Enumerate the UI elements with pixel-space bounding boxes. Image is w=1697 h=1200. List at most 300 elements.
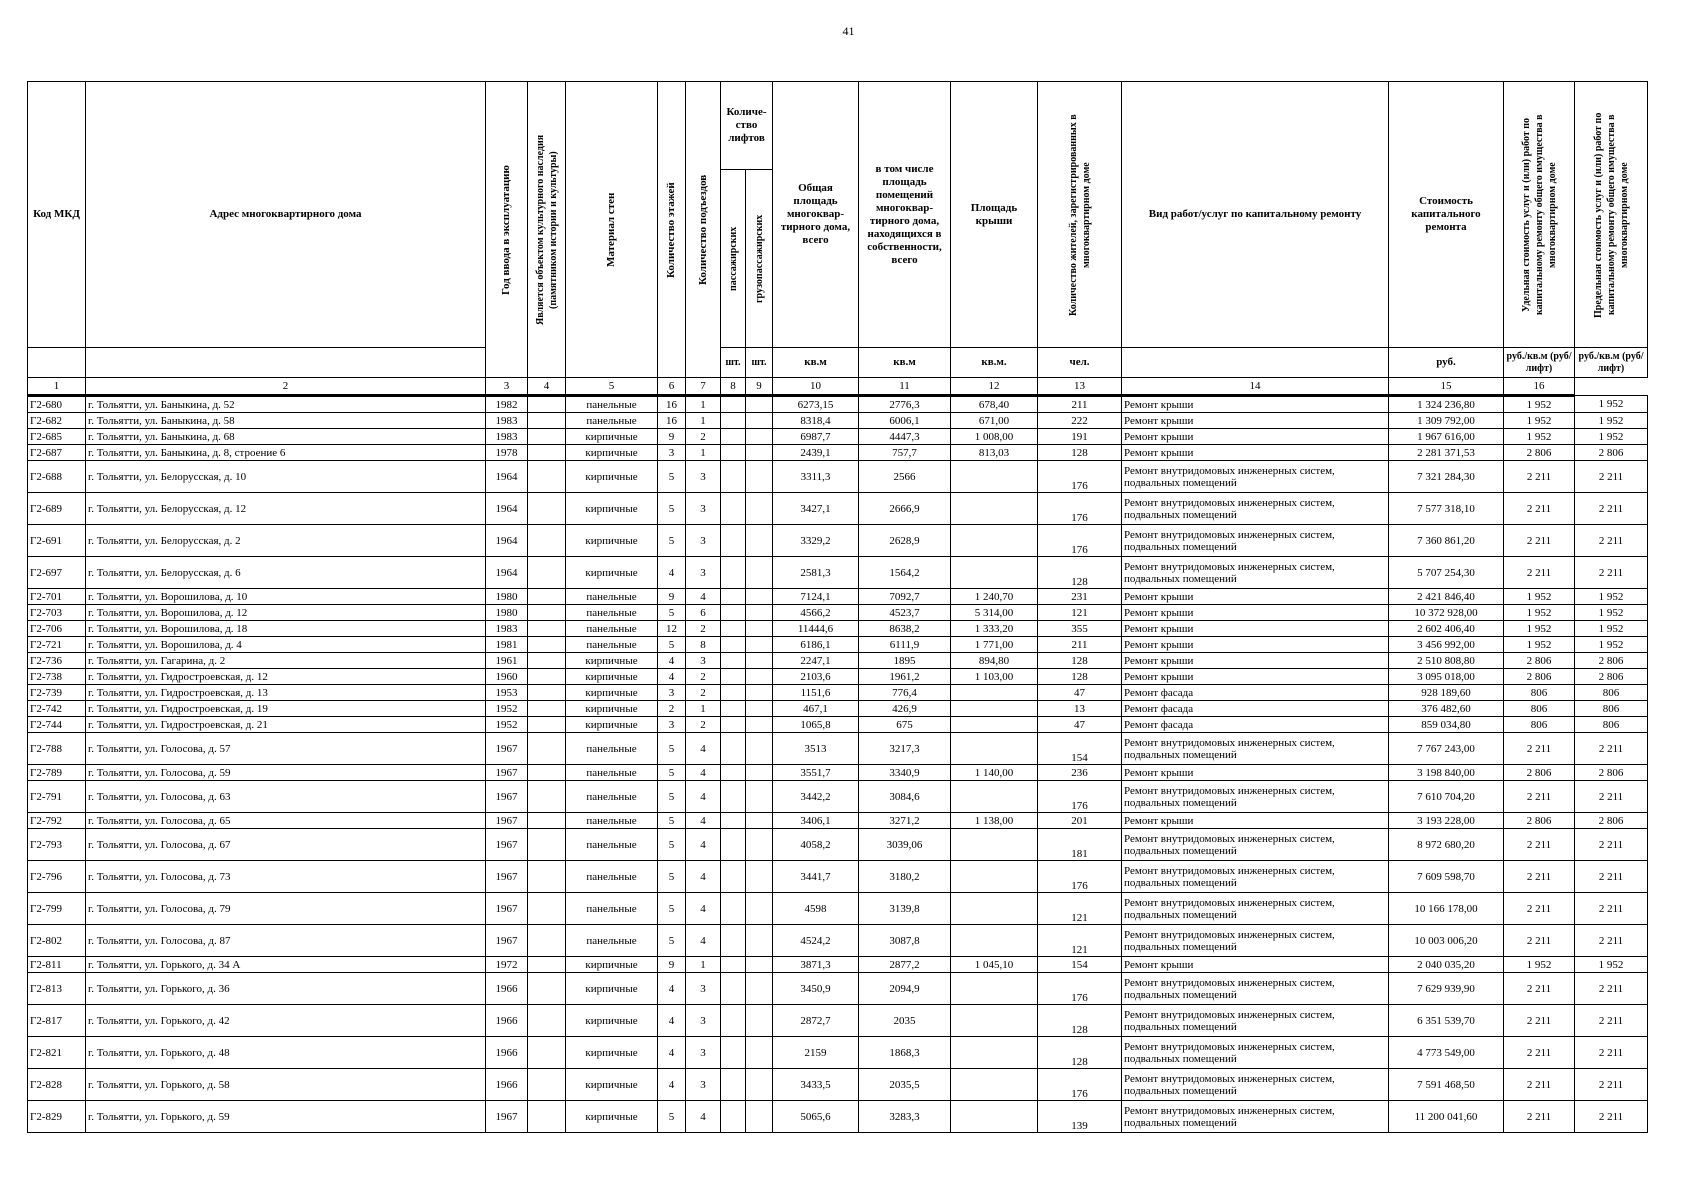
cell-wall: панельные	[566, 396, 658, 413]
header-lifts-cargo: грузопассажирских	[746, 170, 773, 348]
cell-floors: 5	[658, 893, 686, 925]
cell-year: 1967	[486, 781, 528, 813]
cell-unit-cost: 1 952	[1504, 429, 1575, 445]
cell-cost: 8 972 680,20	[1389, 829, 1504, 861]
cell-work-type: Ремонт крыши	[1122, 621, 1389, 637]
cell-total-area: 467,1	[773, 701, 859, 717]
table-row	[28, 781, 1648, 813]
cell-heritage	[528, 701, 566, 717]
cell-residents: 121	[1038, 605, 1122, 621]
col-num-16: 16	[1504, 378, 1575, 396]
cell-lifts-cargo	[746, 396, 773, 413]
cell-owned-area: 2566	[859, 461, 951, 493]
cell-wall: панельные	[566, 893, 658, 925]
cell-max-cost: 806	[1575, 685, 1648, 701]
table-row	[28, 1069, 1648, 1101]
cell-year: 1961	[486, 653, 528, 669]
cell-total-area: 4058,2	[773, 829, 859, 861]
cell-roof-area	[951, 701, 1038, 717]
cell-work-type: Ремонт крыши	[1122, 589, 1389, 605]
cell-heritage	[528, 717, 566, 733]
cell-owned-area: 2628,9	[859, 525, 951, 557]
cell-unit-cost: 806	[1504, 701, 1575, 717]
table-row	[28, 861, 1648, 893]
cell-lifts-cargo	[746, 493, 773, 525]
page-number: 41	[842, 24, 855, 38]
cell-lifts-passenger	[721, 973, 746, 1005]
header-unit-blank-1	[28, 348, 86, 378]
table-row	[28, 1005, 1648, 1037]
cell-year: 1972	[486, 957, 528, 973]
cell-lifts-passenger	[721, 893, 746, 925]
cell-lifts-cargo	[746, 733, 773, 765]
cell-lifts-passenger	[721, 957, 746, 973]
cell-lifts-passenger	[721, 461, 746, 493]
cell-year: 1967	[486, 829, 528, 861]
cell-lifts-passenger	[721, 669, 746, 685]
cell-lifts-cargo	[746, 829, 773, 861]
cell-entrances: 1	[686, 957, 721, 973]
cell-heritage	[528, 861, 566, 893]
cell-total-area: 3329,2	[773, 525, 859, 557]
cell-total-area: 3311,3	[773, 461, 859, 493]
cell-code: Г2-811	[28, 957, 86, 973]
cell-cost: 7 321 284,30	[1389, 461, 1504, 493]
cell-year: 1983	[486, 413, 528, 429]
header-owned-area: в том числе площадь помещений многоквар-тирного дома, находящихся в собственности, всего	[859, 82, 951, 348]
col-num-10: 10	[773, 378, 859, 396]
cell-unit-cost: 1 952	[1504, 621, 1575, 637]
cell-lifts-passenger	[721, 525, 746, 557]
table-row	[28, 733, 1648, 765]
cell-address: г. Тольятти, ул. Белорусская, д. 10	[86, 461, 486, 493]
cell-owned-area: 2776,3	[859, 396, 951, 413]
cell-owned-area: 3139,8	[859, 893, 951, 925]
cell-lifts-cargo	[746, 925, 773, 957]
cell-address: г. Тольятти, ул. Баныкина, д. 68	[86, 429, 486, 445]
cell-cost: 1 324 236,80	[1389, 396, 1504, 413]
cell-work-type: Ремонт внутридомовых инженерных систем, подвальных помещений	[1122, 973, 1389, 1005]
cell-floors: 16	[658, 396, 686, 413]
cell-total-area: 3513	[773, 733, 859, 765]
cell-address: г. Тольятти, ул. Голосова, д. 67	[86, 829, 486, 861]
cell-entrances: 1	[686, 701, 721, 717]
cell-heritage	[528, 973, 566, 1005]
cell-total-area: 3433,5	[773, 1069, 859, 1101]
cell-heritage	[528, 669, 566, 685]
cell-work-type: Ремонт крыши	[1122, 396, 1389, 413]
cell-lifts-passenger	[721, 861, 746, 893]
cell-year: 1980	[486, 605, 528, 621]
cell-owned-area: 4447,3	[859, 429, 951, 445]
cell-lifts-cargo	[746, 957, 773, 973]
cell-entrances: 3	[686, 461, 721, 493]
cell-cost: 3 095 018,00	[1389, 669, 1504, 685]
cell-address: г. Тольятти, ул. Белорусская, д. 12	[86, 493, 486, 525]
cell-wall: кирпичные	[566, 701, 658, 717]
cell-roof-area	[951, 861, 1038, 893]
cell-unit-cost: 2 806	[1504, 669, 1575, 685]
header-wall: Материал стен	[566, 82, 658, 378]
col-num-15: 15	[1389, 378, 1504, 396]
cell-lifts-cargo	[746, 893, 773, 925]
cell-address: г. Тольятти, ул. Баныкина, д. 8, строение 6	[86, 445, 486, 461]
col-num-13: 13	[1038, 378, 1122, 396]
cell-max-cost: 806	[1575, 701, 1648, 717]
cell-code: Г2-706	[28, 621, 86, 637]
cell-cost: 859 034,80	[1389, 717, 1504, 733]
cell-cost: 3 456 992,00	[1389, 637, 1504, 653]
cell-owned-area: 1868,3	[859, 1037, 951, 1069]
cell-code: Г2-789	[28, 765, 86, 781]
cell-entrances: 4	[686, 813, 721, 829]
header-code: Код МКД	[28, 82, 86, 348]
cell-wall: кирпичные	[566, 1037, 658, 1069]
cell-address: г. Тольятти, ул. Голосова, д. 73	[86, 861, 486, 893]
cell-total-area: 2247,1	[773, 653, 859, 669]
header-max-cost: Предельная стоимость услуг и (или) работ по капитальному ремонту общего имущества в многоквартирном доме	[1575, 82, 1648, 348]
col-num-5: 5	[566, 378, 658, 396]
cell-cost: 7 591 468,50	[1389, 1069, 1504, 1101]
cell-address: г. Тольятти, ул. Голосова, д. 57	[86, 733, 486, 765]
cell-lifts-cargo	[746, 525, 773, 557]
cell-work-type: Ремонт внутридомовых инженерных систем, подвальных помещений	[1122, 925, 1389, 957]
cell-max-cost: 2 211	[1575, 493, 1648, 525]
cell-unit-cost: 1 952	[1504, 413, 1575, 429]
cell-work-type: Ремонт фасада	[1122, 717, 1389, 733]
cell-heritage	[528, 429, 566, 445]
cell-residents: 128	[1038, 669, 1122, 685]
table-row	[28, 589, 1648, 605]
cell-year: 1964	[486, 461, 528, 493]
cell-year: 1952	[486, 701, 528, 717]
cell-residents: 176	[1038, 525, 1122, 557]
header-residents: Количество жителей, зарегистрированных в многоквартирном доме	[1038, 82, 1122, 348]
cell-floors: 16	[658, 413, 686, 429]
cell-cost: 1 309 792,00	[1389, 413, 1504, 429]
cell-heritage	[528, 1069, 566, 1101]
cell-wall: панельные	[566, 925, 658, 957]
cell-owned-area: 776,4	[859, 685, 951, 701]
cell-heritage	[528, 525, 566, 557]
cell-wall: кирпичные	[566, 685, 658, 701]
cell-owned-area: 757,7	[859, 445, 951, 461]
cell-owned-area: 3180,2	[859, 861, 951, 893]
cell-year: 1967	[486, 861, 528, 893]
cell-year: 1967	[486, 733, 528, 765]
cell-floors: 5	[658, 525, 686, 557]
cell-max-cost: 2 211	[1575, 1037, 1648, 1069]
cell-roof-area	[951, 685, 1038, 701]
cell-year: 1967	[486, 893, 528, 925]
cell-entrances: 4	[686, 925, 721, 957]
cell-floors: 9	[658, 429, 686, 445]
cell-unit-cost: 2 211	[1504, 893, 1575, 925]
cell-heritage	[528, 957, 566, 973]
header-unit-cost: Удельная стоимость услуг и (или) работ по капитальному ремонту общего имущества в многоквартирном доме	[1504, 82, 1575, 348]
cell-heritage	[528, 829, 566, 861]
cell-work-type: Ремонт внутридомовых инженерных систем, подвальных помещений	[1122, 1005, 1389, 1037]
cell-entrances: 2	[686, 717, 721, 733]
cell-year: 1960	[486, 669, 528, 685]
col-num-4: 4	[528, 378, 566, 396]
cell-lifts-cargo	[746, 461, 773, 493]
cell-floors: 4	[658, 669, 686, 685]
cell-floors: 5	[658, 781, 686, 813]
cell-unit-cost: 806	[1504, 717, 1575, 733]
header-work-type: Вид работ/услуг по капитальному ремонту	[1122, 82, 1389, 348]
cell-owned-area: 7092,7	[859, 589, 951, 605]
cell-work-type: Ремонт внутридомовых инженерных систем, подвальных помещений	[1122, 893, 1389, 925]
cell-address: г. Тольятти, ул. Голосова, д. 65	[86, 813, 486, 829]
table-row	[28, 925, 1648, 957]
cell-residents: 176	[1038, 1069, 1122, 1101]
cell-entrances: 3	[686, 557, 721, 589]
cell-roof-area	[951, 973, 1038, 1005]
cell-cost: 928 189,60	[1389, 685, 1504, 701]
cell-unit-cost: 1 952	[1504, 589, 1575, 605]
cell-cost: 5 707 254,30	[1389, 557, 1504, 589]
cell-year: 1952	[486, 717, 528, 733]
cell-work-type: Ремонт внутридомовых инженерных систем, подвальных помещений	[1122, 1101, 1389, 1133]
cell-code: Г2-829	[28, 1101, 86, 1133]
cell-wall: панельные	[566, 829, 658, 861]
cell-unit-cost: 2 211	[1504, 733, 1575, 765]
cell-wall: панельные	[566, 733, 658, 765]
cell-total-area: 3442,2	[773, 781, 859, 813]
cell-total-area: 4598	[773, 893, 859, 925]
cell-wall: кирпичные	[566, 1069, 658, 1101]
cell-lifts-passenger	[721, 557, 746, 589]
cell-residents: 13	[1038, 701, 1122, 717]
cell-owned-area: 8638,2	[859, 621, 951, 637]
cell-entrances: 2	[686, 685, 721, 701]
cell-entrances: 1	[686, 445, 721, 461]
col-num-14: 14	[1122, 378, 1389, 396]
cell-residents: 128	[1038, 653, 1122, 669]
cell-work-type: Ремонт внутридомовых инженерных систем, подвальных помещений	[1122, 733, 1389, 765]
cell-cost: 2 510 808,80	[1389, 653, 1504, 669]
unit-rub: руб.	[1389, 348, 1504, 378]
col-num-12: 12	[951, 378, 1038, 396]
cell-lifts-passenger	[721, 829, 746, 861]
cell-total-area: 4524,2	[773, 925, 859, 957]
cell-wall: кирпичные	[566, 493, 658, 525]
cell-code: Г2-742	[28, 701, 86, 717]
cell-owned-area: 3084,6	[859, 781, 951, 813]
cell-heritage	[528, 685, 566, 701]
cell-roof-area: 813,03	[951, 445, 1038, 461]
cell-lifts-cargo	[746, 781, 773, 813]
cell-year: 1967	[486, 925, 528, 957]
cell-wall: панельные	[566, 765, 658, 781]
cell-address: г. Тольятти, ул. Ворошилова, д. 4	[86, 637, 486, 653]
cell-residents: 154	[1038, 733, 1122, 765]
cell-max-cost: 2 211	[1575, 829, 1648, 861]
header-entrances: Количество подъездов	[686, 82, 721, 378]
cell-floors: 12	[658, 621, 686, 637]
cell-total-area: 3427,1	[773, 493, 859, 525]
cell-unit-cost: 2 211	[1504, 1005, 1575, 1037]
cell-floors: 5	[658, 925, 686, 957]
cell-max-cost: 1 952	[1575, 637, 1648, 653]
cell-heritage	[528, 589, 566, 605]
unit-rub-sqm-2: руб./кв.м (руб/лифт)	[1575, 348, 1648, 378]
cell-year: 1967	[486, 765, 528, 781]
cell-unit-cost: 1 952	[1504, 396, 1575, 413]
cell-max-cost: 2 806	[1575, 765, 1648, 781]
cell-floors: 5	[658, 1101, 686, 1133]
cell-owned-area: 2877,2	[859, 957, 951, 973]
cell-wall: панельные	[566, 621, 658, 637]
cell-total-area: 5065,6	[773, 1101, 859, 1133]
cell-lifts-cargo	[746, 861, 773, 893]
cell-address: г. Тольятти, ул. Голосова, д. 59	[86, 765, 486, 781]
cell-heritage	[528, 605, 566, 621]
unit-people: чел.	[1038, 348, 1122, 378]
cell-lifts-cargo	[746, 813, 773, 829]
cell-owned-area: 3217,3	[859, 733, 951, 765]
cell-owned-area: 2035	[859, 1005, 951, 1037]
cell-owned-area: 3283,3	[859, 1101, 951, 1133]
cell-floors: 5	[658, 461, 686, 493]
cell-floors: 4	[658, 557, 686, 589]
cell-total-area: 2872,7	[773, 1005, 859, 1037]
cell-roof-area	[951, 1005, 1038, 1037]
table-row	[28, 429, 1648, 445]
cell-total-area: 7124,1	[773, 589, 859, 605]
cell-residents: 139	[1038, 1101, 1122, 1133]
cell-entrances: 4	[686, 781, 721, 813]
cell-cost: 2 040 035,20	[1389, 957, 1504, 973]
cell-max-cost: 1 952	[1575, 429, 1648, 445]
cell-cost: 7 629 939,90	[1389, 973, 1504, 1005]
table-row	[28, 461, 1648, 493]
cell-work-type: Ремонт внутридомовых инженерных систем, подвальных помещений	[1122, 1069, 1389, 1101]
cell-code: Г2-791	[28, 781, 86, 813]
cell-floors: 2	[658, 701, 686, 717]
cell-residents: 128	[1038, 445, 1122, 461]
cell-floors: 5	[658, 765, 686, 781]
cell-max-cost: 2 211	[1575, 1005, 1648, 1037]
cell-roof-area: 1 240,70	[951, 589, 1038, 605]
cell-lifts-passenger	[721, 717, 746, 733]
cell-unit-cost: 2 211	[1504, 781, 1575, 813]
cell-max-cost: 1 952	[1575, 621, 1648, 637]
cell-roof-area: 894,80	[951, 653, 1038, 669]
cell-unit-cost: 2 211	[1504, 493, 1575, 525]
cell-wall: кирпичные	[566, 557, 658, 589]
cell-owned-area: 1895	[859, 653, 951, 669]
cell-year: 1966	[486, 973, 528, 1005]
cell-floors: 4	[658, 653, 686, 669]
cell-code: Г2-799	[28, 893, 86, 925]
cell-lifts-passenger	[721, 685, 746, 701]
cell-owned-area: 4523,7	[859, 605, 951, 621]
cell-address: г. Тольятти, ул. Горького, д. 42	[86, 1005, 486, 1037]
cell-lifts-cargo	[746, 1101, 773, 1133]
cell-roof-area	[951, 557, 1038, 589]
cell-residents: 121	[1038, 893, 1122, 925]
cell-roof-area: 678,40	[951, 396, 1038, 413]
cell-max-cost: 1 952	[1575, 589, 1648, 605]
table-row	[28, 413, 1648, 429]
cell-lifts-cargo	[746, 973, 773, 1005]
cell-heritage	[528, 781, 566, 813]
cell-address: г. Тольятти, ул. Гидростроевская, д. 19	[86, 701, 486, 717]
table-row	[28, 396, 1648, 413]
cell-lifts-passenger	[721, 733, 746, 765]
cell-heritage	[528, 637, 566, 653]
cell-year: 1983	[486, 429, 528, 445]
cell-entrances: 6	[686, 605, 721, 621]
cell-code: Г2-828	[28, 1069, 86, 1101]
cell-address: г. Тольятти, ул. Гидростроевская, д. 12	[86, 669, 486, 685]
cell-address: г. Тольятти, ул. Голосова, д. 87	[86, 925, 486, 957]
cell-max-cost: 2 211	[1575, 973, 1648, 1005]
table-body	[28, 396, 1648, 1133]
col-num-7: 7	[686, 378, 721, 396]
cell-entrances: 3	[686, 653, 721, 669]
cell-code: Г2-744	[28, 717, 86, 733]
unit-area-1: кв.м	[773, 348, 859, 378]
cell-lifts-cargo	[746, 669, 773, 685]
cell-heritage	[528, 557, 566, 589]
cell-entrances: 3	[686, 493, 721, 525]
cell-owned-area: 2035,5	[859, 1069, 951, 1101]
cell-total-area: 1151,6	[773, 685, 859, 701]
cell-code: Г2-821	[28, 1037, 86, 1069]
cell-lifts-passenger	[721, 493, 746, 525]
cell-wall: кирпичные	[566, 461, 658, 493]
cell-lifts-passenger	[721, 1037, 746, 1069]
cell-cost: 10 166 178,00	[1389, 893, 1504, 925]
cell-work-type: Ремонт внутридомовых инженерных систем, подвальных помещений	[1122, 861, 1389, 893]
cell-lifts-cargo	[746, 685, 773, 701]
cell-total-area: 3551,7	[773, 765, 859, 781]
cell-lifts-cargo	[746, 429, 773, 445]
table-row	[28, 637, 1648, 653]
cell-unit-cost: 806	[1504, 685, 1575, 701]
cell-year: 1966	[486, 1037, 528, 1069]
cell-wall: кирпичные	[566, 669, 658, 685]
cell-cost: 11 200 041,60	[1389, 1101, 1504, 1133]
cell-max-cost: 2 806	[1575, 669, 1648, 685]
cell-max-cost: 1 952	[1575, 413, 1648, 429]
header-address: Адрес многоквартирного дома	[86, 82, 486, 348]
header-year: Год ввода в эксплуатацию	[486, 82, 528, 378]
cell-wall: панельные	[566, 589, 658, 605]
cell-floors: 5	[658, 637, 686, 653]
cell-roof-area	[951, 1069, 1038, 1101]
cell-wall: панельные	[566, 861, 658, 893]
cell-floors: 3	[658, 685, 686, 701]
cell-unit-cost: 2 211	[1504, 925, 1575, 957]
cell-roof-area	[951, 733, 1038, 765]
cell-total-area: 3441,7	[773, 861, 859, 893]
cell-address: г. Тольятти, ул. Гидростроевская, д. 21	[86, 717, 486, 733]
cell-lifts-passenger	[721, 701, 746, 717]
cell-lifts-cargo	[746, 637, 773, 653]
cell-max-cost: 1 952	[1575, 605, 1648, 621]
cell-cost: 7 577 318,10	[1389, 493, 1504, 525]
cell-owned-area: 1564,2	[859, 557, 951, 589]
header-floors: Количество этажей	[658, 82, 686, 378]
cell-roof-area: 1 333,20	[951, 621, 1038, 637]
cell-cost: 376 482,60	[1389, 701, 1504, 717]
table-row	[28, 669, 1648, 685]
cell-year: 1953	[486, 685, 528, 701]
